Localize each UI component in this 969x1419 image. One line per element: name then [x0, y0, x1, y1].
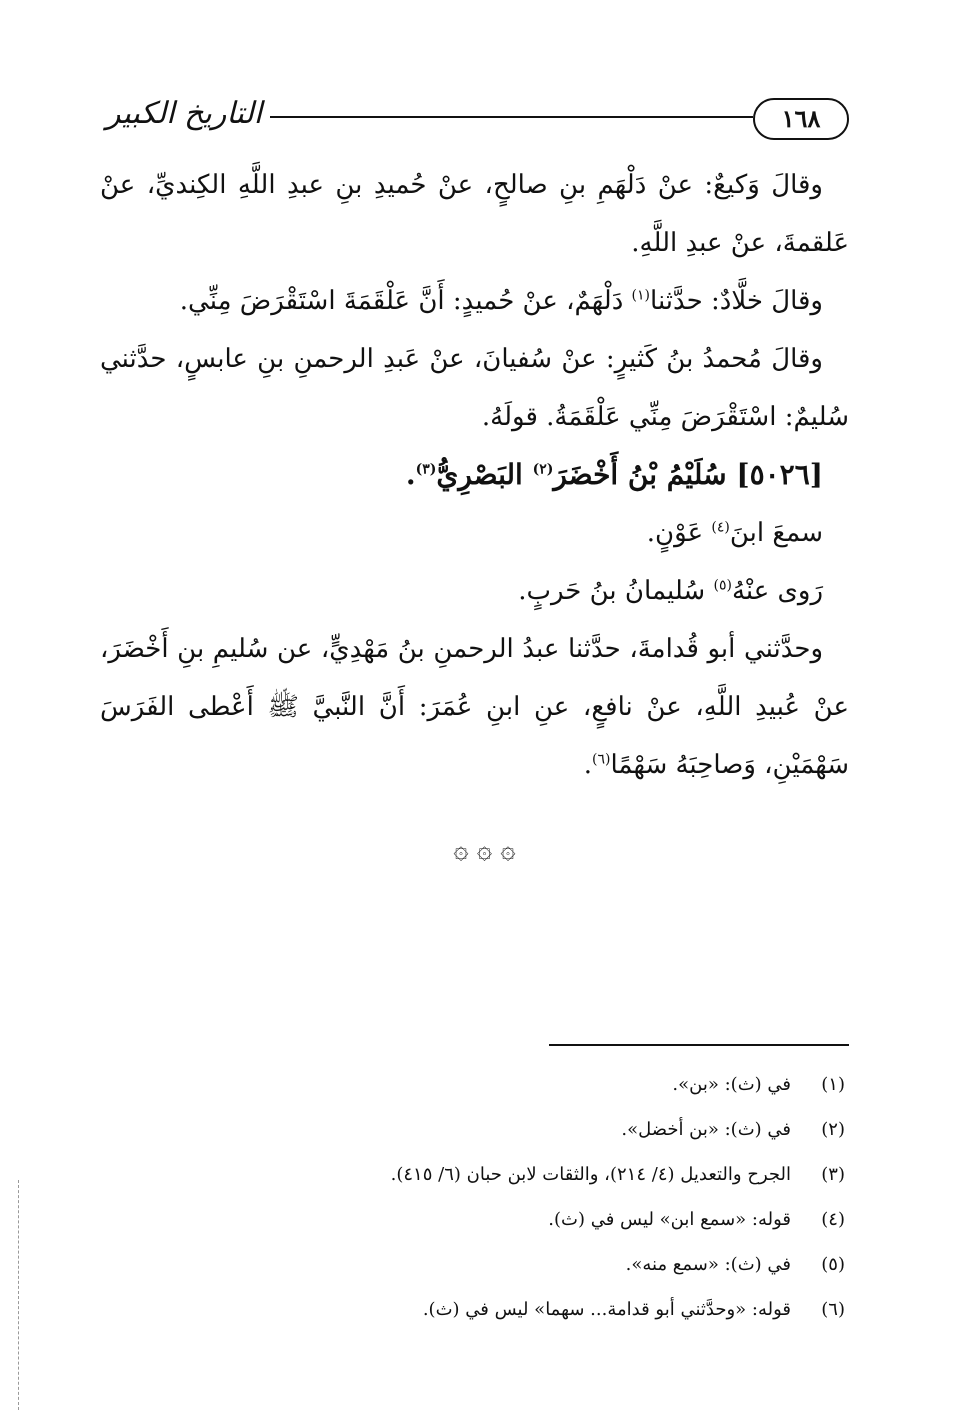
footnote-number: (٤) — [821, 1209, 845, 1230]
paragraph-6-text-b: . — [583, 750, 593, 780]
footnote-number: (٣) — [821, 1164, 845, 1185]
paragraph-5-text-a: رَوى عنْهُ — [731, 576, 823, 606]
paragraph-4 — [100, 504, 849, 562]
footnote-item — [150, 1287, 845, 1332]
footnote-number: (٦) — [821, 1299, 845, 1320]
paragraph-2 — [100, 272, 849, 330]
footnote-item — [150, 1107, 845, 1152]
entry-heading — [100, 446, 849, 504]
entry-heading-end: . — [405, 458, 416, 491]
paragraph-5-text-b: سُليمانُ بنُ حَربٍ. — [518, 576, 714, 606]
footnote-text: في (ث): «سمع منه». — [625, 1254, 791, 1275]
footnote-number: (٥) — [821, 1254, 845, 1275]
paragraph-1: وقالَ وَكيعٌ: عنْ دَلْهَمِ بنِ صالحٍ، عنْ حُميدِ بنِ عبدِ اللَّهِ الكِنديِّ، عنْ عَلقمةَ، عنْ عبدِ اللَّهِ. — [100, 170, 849, 258]
footnote-item — [150, 1197, 845, 1242]
section-ornament: ۞ ۞ ۞ — [453, 835, 516, 865]
paragraph-2-text-b: دَلْهَمٌ، عنْ حُميدٍ: أَنَّ عَلْقَمَةَ اسْتَقْرَضَ مِنِّي. — [179, 286, 632, 316]
footnote-ref-6: (٦) — [592, 751, 611, 768]
main-text — [100, 156, 849, 794]
footnote-item — [150, 1062, 845, 1107]
footnote-text: في (ث): «بن أخضل». — [621, 1119, 791, 1140]
footnote-text: قوله: «سمع ابن» ليس في (ث). — [548, 1209, 791, 1230]
scan-edge-mark — [18, 1180, 19, 1410]
footnote-ref-4: (٤) — [711, 519, 730, 536]
entry-heading-nisba: البَصْرِيُّ — [436, 458, 533, 491]
footnote-ref-2: (٢) — [532, 461, 554, 478]
paragraph-5 — [100, 562, 849, 620]
footnote-ref-5: (٥) — [713, 577, 732, 594]
footnote-text: في (ث): «بن». — [672, 1074, 791, 1095]
footnote-number: (١) — [821, 1074, 845, 1095]
footnote-ref-1: (١) — [631, 287, 651, 304]
footnote-text: الجرح والتعديل (٤/ ٢١٤)، والثقات لابن حبان (٦/ ٤١٥). — [390, 1164, 791, 1185]
footnotes — [150, 1062, 845, 1332]
book-title: التاريخ الكبير — [105, 96, 263, 131]
entry-heading-name: [٥٠٢٦] سُلَيْمُ بْنُ أَخْضَرَ — [553, 458, 823, 491]
footnote-ref-3: (٣) — [415, 461, 437, 478]
paragraph-4-text-b: عَوْنٍ. — [646, 518, 712, 548]
page-number: ١٦٨ — [753, 98, 849, 140]
paragraph-6 — [100, 620, 849, 794]
footnote-text: قوله: «وحدَّثني أبو قدامة... سهما» ليس في (ث). — [422, 1299, 791, 1320]
footnote-rule — [549, 1044, 849, 1046]
paragraph-3: وقالَ مُحمدُ بنُ كَثيرٍ: عنْ سُفيانَ، عنْ عَبدِ الرحمنِ بنِ عابسٍ، حدَّثني سُليمٌ: اسْتَقْرَضَ مِنِّي عَلْقَمَةُ. قولَهُ. — [100, 344, 849, 432]
footnote-number: (٢) — [821, 1119, 845, 1140]
page-header — [100, 92, 849, 148]
footnote-item — [150, 1242, 845, 1287]
header-rule — [270, 116, 753, 118]
paragraph-2-text-a: وقالَ خلَّادٌ: حدَّثنا — [650, 286, 823, 316]
paragraph-6-text-a: وحدَّثني أبو قُدامةَ، حدَّثنا عبدُ الرحمنِ بنُ مَهْدِيٍّ، عن سُليمِ بنِ أَخْضَرَ، عنْ عُبيدِ اللَّهِ، عنْ نافعٍ، عنِ ابنِ عُمَرَ: أَنَّ النَّبيَّ ﷺ أَعْطى الفَرَسَ سَهْمَيْنِ، وَصاحِبَهُ سَهْمًا — [100, 634, 849, 780]
footnote-item — [150, 1152, 845, 1197]
paragraph-4-text-a: سمعَ ابنَ — [729, 518, 823, 548]
